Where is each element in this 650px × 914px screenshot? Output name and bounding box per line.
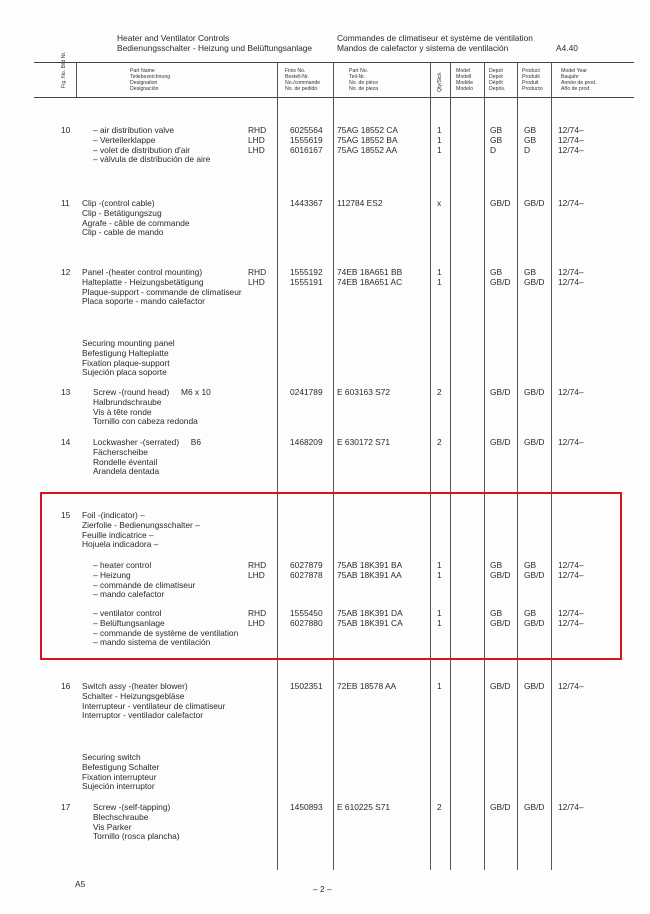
part-name: Screw -(round head) M6 x 10 Halbrundschraube Vis à tête ronde Tornillo con cabeza redonda [93, 387, 211, 427]
depot: GB/D [490, 681, 511, 691]
drive-side: RHD LHD [248, 267, 267, 287]
quantity: 1 1 [437, 608, 442, 628]
finis-number: 1555192 1555191 [290, 267, 323, 287]
part-number: 74EB 18A651 BB 74EB 18A651 AC [337, 267, 403, 287]
depot: GB/D [490, 387, 511, 397]
quantity: 2 [437, 387, 442, 397]
drive-side: RHD LHD LHD [248, 125, 267, 155]
footer-code: A5 [75, 879, 86, 889]
model-year: 12/74– [558, 437, 584, 447]
depot: GB GB/D [490, 608, 511, 628]
column-line [76, 62, 77, 97]
quantity: 2 [437, 802, 442, 812]
col-header-part-name: Part Name Teilebezeichnung Designation Designación [130, 68, 171, 93]
product: GB/D [524, 437, 545, 447]
page-code: A4.40 [556, 43, 578, 53]
product: GB GB/D [524, 560, 545, 580]
fig-number: 17 [61, 802, 71, 812]
section-heading: Securing mounting panel Befestigung Halteplatte Fixation plaque-support Sujeción placa soporte [82, 338, 175, 378]
section-heading: Securing switch Befestigung Schalter Fixation interrupteur Sujeción interruptor [82, 752, 160, 792]
column-line [277, 62, 278, 870]
quantity: 1 1 [437, 267, 442, 287]
title-de: Bedienungsschalter - Heizung und Belüftungsanlage [117, 43, 313, 53]
finis-number: 0241789 [290, 387, 323, 397]
col-header-qty: Qty/Stck [437, 72, 443, 92]
model-year: 12/74– [558, 681, 584, 691]
part-number: 75AG 18552 CA 75AG 18552 BA 75AG 18552 AA [337, 125, 398, 155]
page-number: – 2 – [313, 884, 332, 894]
depot: GB/D [490, 198, 511, 208]
finis-number: 1555450 6027880 [290, 608, 323, 628]
col-header-depot: Depot Depot Dépôt Depós. [489, 68, 506, 93]
finis-number: 1443367 [290, 198, 323, 208]
column-line [333, 62, 334, 870]
depot: GB GB/D [490, 560, 511, 580]
fig-number: 15 [61, 510, 71, 520]
col-header-product: Product Produkt Produit Producto [522, 68, 543, 93]
product: GB/D [524, 802, 545, 812]
part-number: 75AB 18K391 BA 75AB 18K391 AA [337, 560, 403, 580]
part-name: – ventilator control – Belüftungsanlage – commande de système de ventilation – mando sistema de ventilación [93, 608, 239, 648]
model-year: 12/74– 12/74– 12/74– [558, 125, 584, 155]
column-line [517, 62, 518, 870]
depot: GB/D [490, 802, 511, 812]
finis-number: 1502351 [290, 681, 323, 691]
column-line [484, 62, 485, 870]
product: GB GB D [524, 125, 537, 155]
fig-number: 11 [61, 198, 70, 208]
finis-number: 1450893 [290, 802, 323, 812]
col-header-year: Model Year Baujahr Année de prod. Año de prod. [561, 68, 597, 93]
part-number: E 630172 S71 [337, 437, 391, 447]
part-name: – heater control – Heizung – commande de climatiseur – mando calefactor [93, 560, 196, 600]
part-number: 112784 ES2 [337, 198, 383, 208]
finis-number: 1468209 [290, 437, 323, 447]
column-line [430, 62, 431, 870]
model-year: 12/74– [558, 198, 584, 208]
title-es: Mandos de calefactor y sistema de ventilación [337, 43, 509, 53]
model-year: 12/74– 12/74– [558, 608, 584, 628]
depot: GB/D [490, 437, 511, 447]
part-name: Switch assy -(heater blower) Schalter - Heizungsgebläse Interrupteur - ventilateur de climatiseur Interruptor - ventilador calefactor [82, 681, 226, 721]
title-fr: Commandes de climatiseur et système de ventilation [337, 33, 533, 43]
part-name: Screw -(self-tapping) Blechschraube Vis Parker Tornillo (rosca plancha) [93, 802, 180, 842]
col-header-fig: Fig. No. Bild Nr. [61, 51, 67, 88]
col-header-finis: Finis No. Bestell-Nr. No./commande No. de pedido [285, 68, 321, 93]
model-year: 12/74– [558, 802, 584, 812]
fig-number: 16 [61, 681, 71, 691]
quantity: x [437, 198, 442, 208]
fig-number: 12 [61, 267, 71, 277]
col-header-model: Model Modell Modèle Modelo [456, 68, 474, 93]
product: GB/D [524, 681, 545, 691]
part-number: 72EB 18578 AA [337, 681, 397, 691]
product: GB/D [524, 198, 545, 208]
part-number: 75AB 18K391 DA 75AB 18K391 CA [337, 608, 403, 628]
quantity: 2 [437, 437, 442, 447]
part-number: E 603163 S72 [337, 387, 391, 397]
depot: GB GB/D [490, 267, 511, 287]
product: GB/D [524, 387, 545, 397]
finis-number: 6027879 6027878 [290, 560, 323, 580]
model-year: 12/74– [558, 387, 584, 397]
quantity: 1 1 [437, 560, 442, 580]
finis-number: 6025564 1555619 6016167 [290, 125, 323, 155]
fig-number: 13 [61, 387, 71, 397]
table-top-rule [34, 62, 634, 63]
column-line [551, 62, 552, 870]
col-header-part-no: Part No. Teil-Nr. No. de pièce No. de pieza [349, 68, 379, 93]
fig-number: 10 [61, 125, 71, 135]
part-name: – air distribution valve – Verteilerklappe – volet de distribution d'air – válvula de distribución de aire [93, 125, 211, 165]
quantity: 1 1 1 [437, 125, 442, 155]
product: GB GB/D [524, 608, 545, 628]
drive-side: RHD LHD [248, 560, 267, 580]
fig-number: 14 [61, 437, 71, 447]
product: GB GB/D [524, 267, 545, 287]
depot: GB GB D [490, 125, 503, 155]
part-name: Foil -(indicator) – Zierfolie - Bedienungsschalter – Feuille indicatrice – Hojuela indicadora – [82, 510, 200, 550]
model-year: 12/74– 12/74– [558, 560, 584, 580]
title-en: Heater and Ventilator Controls [117, 33, 230, 43]
table-header-rule [34, 97, 634, 98]
column-line [450, 62, 451, 870]
part-name: Panel -(heater control mounting) Halteplatte - Heizungsbetätigung Plaque-support - commande de climatiseur Placa soporte - mando calefactor [82, 267, 242, 307]
quantity: 1 [437, 681, 442, 691]
model-year: 12/74– 12/74– [558, 267, 584, 287]
part-number: E 610225 S71 [337, 802, 391, 812]
part-name: Lockwasher -(serrated) B6 Fächerscheibe Rondelle éventail Arandela dentada [93, 437, 201, 477]
drive-side: RHD LHD [248, 608, 267, 628]
part-name: Clip -(control cable) Clip - Betätigungszug Agrafe - câble de commande Clip - cable de mando [82, 198, 190, 238]
